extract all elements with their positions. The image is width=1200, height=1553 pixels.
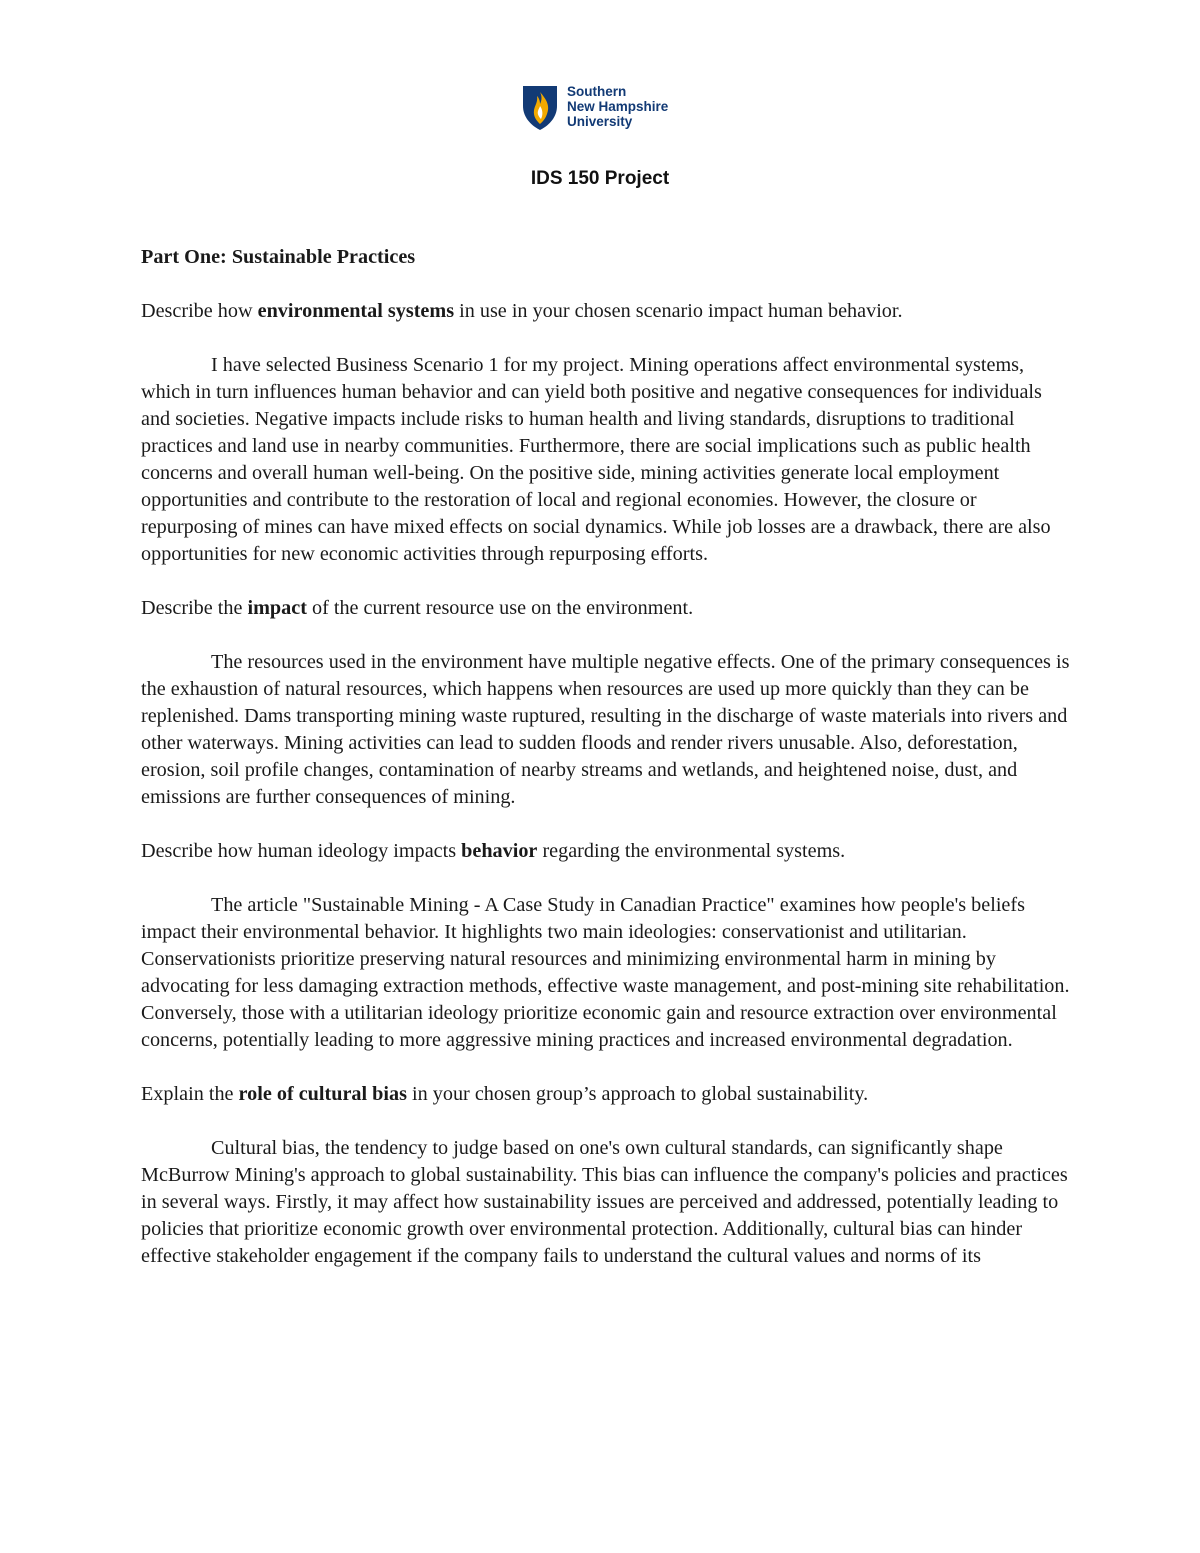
answer-1: I have selected Business Scenario 1 for my project. Mining operations affect environmental systems, which in turn influences human behavior and can yield both positive and negative consequences for individuals and societies. Negative impacts include risks to human health and living standards, disruptions to traditional practices and land use in nearby communities. Furthermore, there are social implications such as public health concerns and overall human well-being. On the positive side, mining activities generate local employment opportunities and contribute to the restoration of local and regional economies. However, the closure or repurposing of mines can have mixed effects on social dynamics. While job losses are a drawback, there are also opportunities for new economic activities through repurposing efforts.: [141, 354, 1051, 565]
section-heading: Part One: Sustainable Practices: [141, 246, 416, 268]
question-2: Describe the impact of the current resource use on the environment.: [141, 597, 694, 619]
answer-4: Cultural bias, the tendency to judge based on one's own cultural standards, can significantly shape McBurrow Mining's approach to global sustainability. This bias can influence the company's policies and practices in several ways. Firstly, it may affect how sustainability issues are perceived and addressed, potentially leading to policies that prioritize economic growth over environmental protection. Additionally, cultural bias can hinder effective stakeholder engagement if the company fails to understand the cultural values and norms of its: [141, 1137, 1068, 1267]
question-4: Explain the role of cultural bias in your chosen group’s approach to global sustainability.: [141, 1083, 869, 1105]
wordmark-line-1: Southern: [567, 84, 627, 99]
question-1: Describe how environmental systems in use in your chosen scenario impact human behavior.: [141, 300, 903, 322]
answer-3: The article "Sustainable Mining - A Case Study in Canadian Practice" examines how people's beliefs impact their environmental behavior. It highlights two main ideologies: conservationist and utilitarian. Conservationists prioritize preserving natural resources and minimizing environmental harm in mining by advocating for less damaging extraction methods, effective waste management, and post-mining site rehabilitation. Conversely, those with a utilitarian ideology prioritize economic gain and resource extraction over environmental concerns, potentially leading to more aggressive mining practices and increased environmental degradation.: [141, 894, 1070, 1051]
university-wordmark: [567, 84, 668, 129]
flame-shield-icon: [521, 84, 561, 132]
wordmark-line-2: New Hampshire: [567, 99, 669, 114]
question-3: Describe how human ideology impacts behavior regarding the environmental systems.: [141, 840, 846, 862]
answer-2: The resources used in the environment have multiple negative effects. One of the primary consequences is the exhaustion of natural resources, which happens when resources are used up more quickly than they can be replenished. Dams transporting mining waste ruptured, resulting in the discharge of waste materials into rivers and other waterways. Mining activities can lead to sudden floods and render rivers unusable. Also, deforestation, erosion, soil profile changes, contamination of nearby streams and wetlands, and heightened noise, dust, and emissions are further consequences of mining.: [141, 651, 1070, 808]
university-logo: [521, 84, 691, 132]
document-title: IDS 150 Project: [530, 168, 670, 189]
document-body: [141, 244, 1071, 1297]
wordmark-line-3: University: [567, 114, 633, 129]
